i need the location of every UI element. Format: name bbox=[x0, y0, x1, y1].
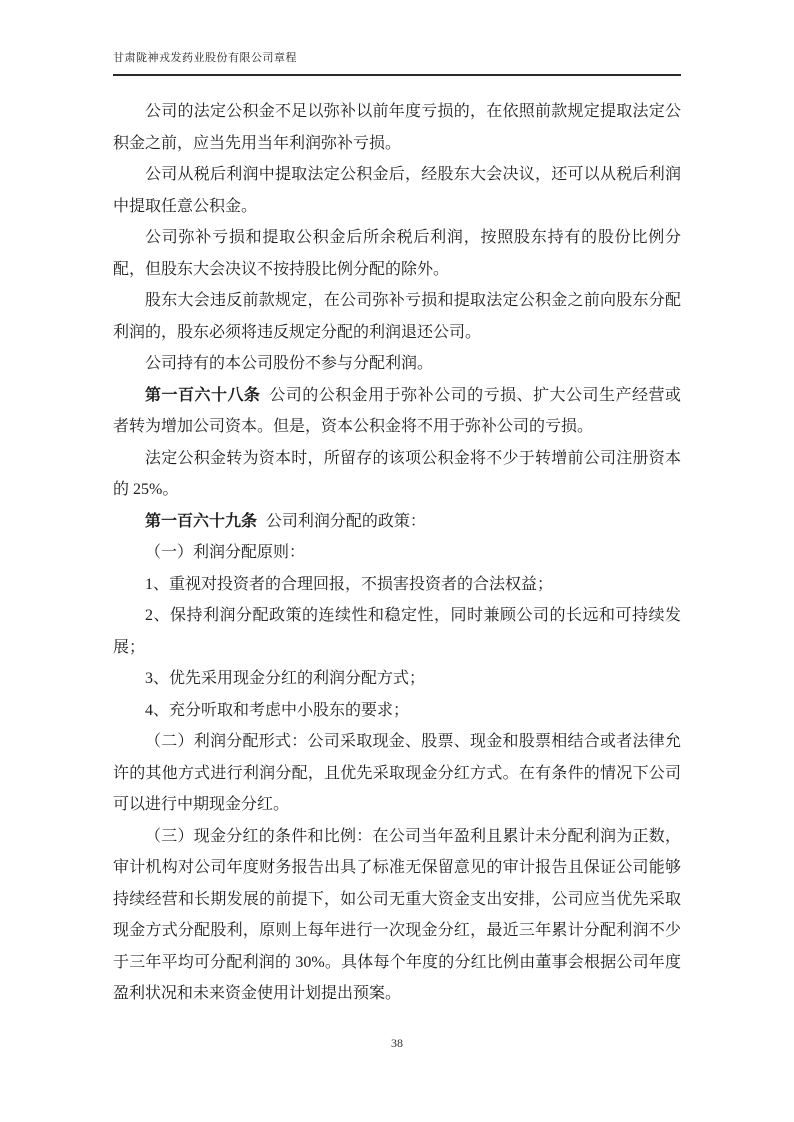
paragraph-text: 公司持有的本公司股份不参与分配利润。 bbox=[145, 355, 434, 372]
page-footer bbox=[0, 1036, 794, 1051]
paragraph-text: 1、重视对投资者的合理回报，不损害投资者的合法权益； bbox=[145, 575, 554, 593]
document-title: 甘肃陇神戎发药业股份有限公司章程 bbox=[113, 52, 297, 64]
paragraph bbox=[113, 663, 681, 695]
article-number: 第一百六十八条 bbox=[145, 386, 261, 404]
paragraph-text: 3、优先采用现金分红的利润分配方式； bbox=[145, 670, 426, 687]
paragraph bbox=[113, 159, 681, 222]
paragraph-text: （三）现金分红的条件和比例：在公司当年盈利且累计未分配利润为正数，审计机构对公司年度财务报告出具了标准无保留意见的审计报告且保证公司能够持续经营和长期发展的前提下，如公司无重大资金支出安排，公司应当优先采取现金方式分配股利，原则上每年进行一次现金分红，最近三年累计分配利润不少于三年平均可分配利润的 30%。具体每个年度的分红比例由董事会根据公司年度盈利状况和未来资金使用计划提出预案。 bbox=[113, 827, 681, 1002]
paragraph-text: 股东大会违反前款规定，在公司弥补亏损和提取法定公积金之前向股东分配利润的，股东必须将违反规定分配的利润退还公司。 bbox=[113, 292, 681, 341]
paragraph bbox=[113, 380, 681, 443]
paragraph-text: 公司从税后利润中提取法定公积金后，经股东大会决议，还可以从税后利润中提取任意公积金。 bbox=[113, 166, 681, 215]
page-number: 38 bbox=[391, 1036, 403, 1050]
paragraph-text: 公司利润分配的政策： bbox=[265, 512, 426, 530]
paragraph-text: 公司的公积金用于弥补公司的亏损、扩大公司生产经营或者转为增加公司资本。但是，资本公积金将不用于弥补公司的亏损。 bbox=[113, 386, 681, 435]
paragraph bbox=[113, 506, 681, 538]
document-body bbox=[113, 96, 681, 1010]
paragraph-text: （一）利润分配原则： bbox=[145, 544, 306, 561]
paragraph bbox=[113, 348, 681, 380]
paragraph bbox=[113, 695, 681, 727]
paragraph bbox=[113, 96, 681, 159]
page-header bbox=[113, 48, 681, 76]
paragraph-text: 公司弥补亏损和提取公积金后所余税后利润，按照股东持有的股份比例分配，但股东大会决议不按持股比例分配的除外。 bbox=[113, 229, 681, 278]
paragraph bbox=[113, 222, 681, 285]
paragraph-text: 4、充分听取和考虑中小股东的要求； bbox=[145, 701, 410, 719]
paragraph bbox=[113, 537, 681, 569]
paragraph-text: （二）利润分配形式：公司采取现金、股票、现金和股票相结合或者法律允许的其他方式进行利润分配，且优先采取现金分红方式。在有条件的情况下公司可以进行中期现金分红。 bbox=[113, 733, 681, 813]
paragraph bbox=[113, 726, 681, 821]
paragraph-text: 2、保持利润分配政策的连续性和稳定性，同时兼顾公司的长远和可持续发展； bbox=[113, 607, 681, 656]
paragraph bbox=[113, 600, 681, 663]
paragraph bbox=[113, 821, 681, 1010]
paragraph bbox=[113, 569, 681, 601]
paragraph bbox=[113, 285, 681, 348]
article-number: 第一百六十九条 bbox=[145, 512, 258, 530]
paragraph bbox=[113, 443, 681, 506]
paragraph-text: 公司的法定公积金不足以弥补以前年度亏损的，在依照前款规定提取法定公积金之前，应当先用当年利润弥补亏损。 bbox=[113, 103, 681, 152]
paragraph-text: 法定公积金转为资本时，所留存的该项公积金将不少于转增前公司注册资本的 25%。 bbox=[113, 449, 681, 498]
